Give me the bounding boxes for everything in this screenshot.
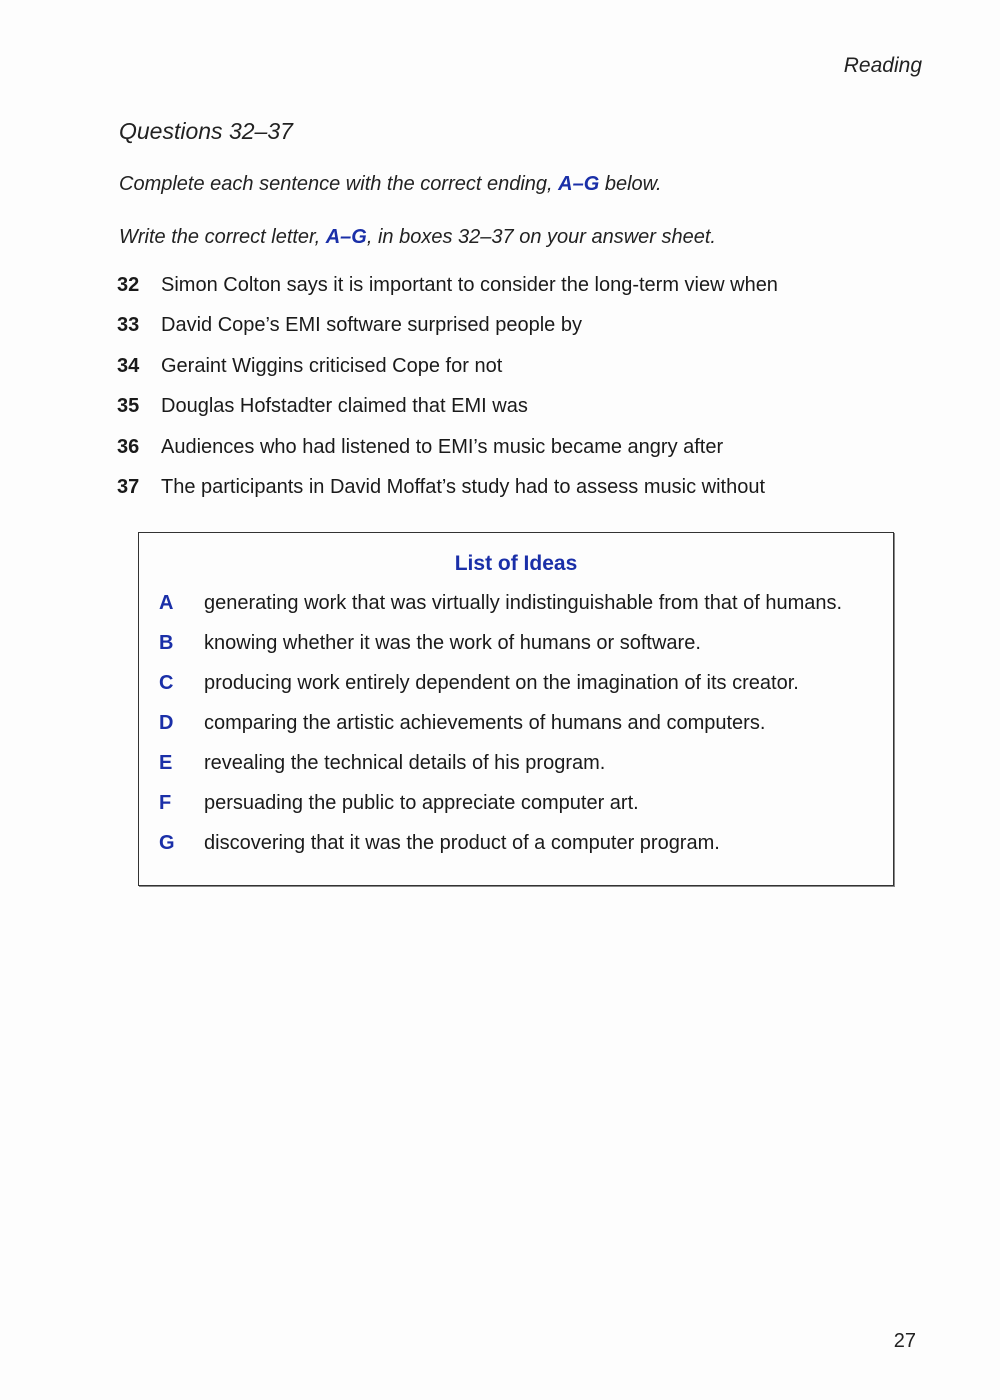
idea-letter: E: [159, 752, 173, 774]
question-item: [117, 436, 778, 476]
instruction-text: , in boxes 32–37 on your answer sheet.: [366, 226, 716, 248]
question-item: [117, 314, 778, 354]
question-text: David Cope’s EMI software surprised people by: [161, 314, 582, 337]
idea-letter: C: [159, 672, 174, 694]
idea-item: [159, 792, 842, 832]
ideas-box-title: List of Ideas: [454, 552, 578, 575]
idea-letter: D: [159, 712, 174, 734]
instruction-complete-sentence: [119, 173, 662, 196]
question-item: [117, 476, 778, 516]
question-item: [117, 355, 778, 395]
idea-text: discovering that it was the product of a computer program.: [204, 832, 720, 854]
question-number: 36: [117, 435, 140, 458]
question-number: 32: [117, 274, 140, 296]
ideas-list: [159, 592, 842, 872]
idea-letter: G: [159, 832, 175, 854]
idea-letter: F: [159, 792, 172, 814]
instruction-write-letter: [119, 226, 716, 249]
question-text: Douglas Hofstadter claimed that EMI was: [161, 395, 528, 418]
instruction-letter-range: A–G: [325, 226, 367, 248]
idea-item: [159, 832, 842, 872]
section-label: Reading: [843, 54, 922, 77]
questions-heading: Questions 32–37: [119, 118, 293, 144]
question-number: 35: [117, 395, 140, 418]
idea-item: [159, 632, 842, 672]
idea-item: [159, 672, 842, 712]
question-text: Simon Colton says it is important to consider the long-term view when: [161, 274, 778, 296]
question-text: Geraint Wiggins criticised Cope for not: [161, 354, 503, 377]
instruction-letter-range: A–G: [558, 173, 600, 195]
question-list: [117, 274, 778, 516]
question-number: 34: [117, 354, 140, 377]
idea-letter: B: [159, 632, 174, 654]
idea-item: [159, 752, 842, 792]
instruction-text: Write the correct letter,: [119, 226, 326, 248]
question-text: The participants in David Moffat’s study had to assess music without: [161, 475, 765, 498]
idea-text: generating work that was virtually indistinguishable from that of humans.: [204, 592, 843, 614]
instruction-text: Complete each sentence with the correct ending,: [119, 173, 559, 195]
idea-text: producing work entirely dependent on the imagination of its creator.: [204, 672, 799, 694]
question-number: 33: [117, 314, 140, 337]
idea-text: knowing whether it was the work of humans or software.: [204, 632, 701, 654]
question-item: [117, 395, 778, 435]
idea-item: [159, 712, 842, 752]
question-number: 37: [117, 475, 140, 498]
idea-text: comparing the artistic achievements of humans and computers.: [204, 712, 766, 734]
question-item: [117, 274, 778, 314]
question-text: Audiences who had listened to EMI’s music became angry after: [161, 435, 724, 458]
instruction-text: below.: [599, 173, 662, 195]
idea-text: revealing the technical details of his program.: [204, 752, 606, 774]
page-number: 27: [893, 1330, 916, 1352]
idea-item: [159, 592, 842, 632]
idea-letter: A: [159, 592, 174, 614]
idea-text: persuading the public to appreciate computer art.: [204, 792, 639, 814]
list-of-ideas-box: [138, 532, 894, 886]
